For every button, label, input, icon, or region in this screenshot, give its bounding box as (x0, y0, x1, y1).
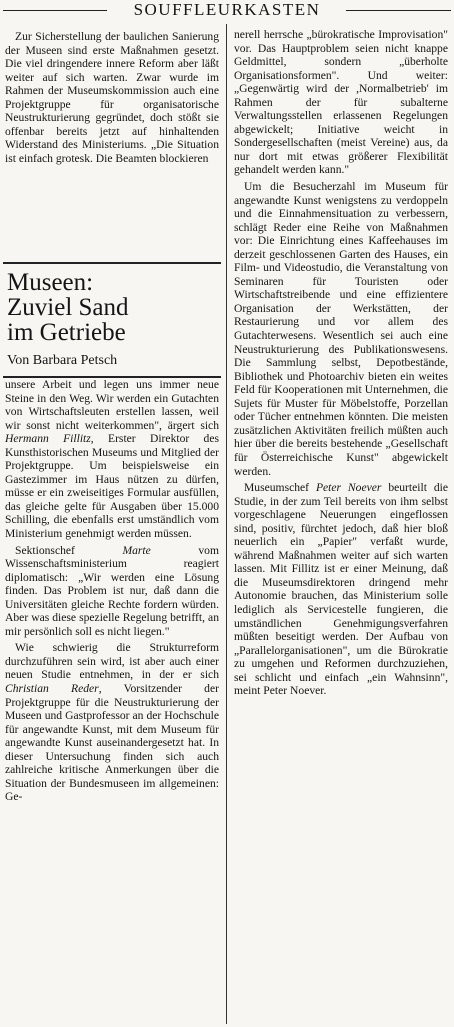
text-run: Museumschef (244, 481, 316, 495)
body-paragraph-1 (5, 378, 219, 541)
headline-box (3, 262, 221, 378)
masthead-rule-right (346, 10, 451, 11)
text-run: vom Wissenschaftsministerium reagiert diplomatisch: „Wir werden eine Lösung finden. Das Problem ist nur, daß dann die Universitäten gleiche Rechte fordern würden. Aber was diese spezielle Regelung betrifft, an mir persönlich soll es nicht liegen." (5, 543, 219, 638)
right-column (234, 28, 448, 698)
text-run: unsere Arbeit und legen uns immer neue Steine in den Weg. Wir werden ein Gutachten von Wirtschaftsleuten erstellen lassen, weil wir sonst nicht weiterkommen", ärgert sich (5, 378, 219, 432)
left-column-body (5, 378, 219, 804)
person-name: Peter Noever (315, 481, 382, 495)
body-paragraph-3 (5, 641, 219, 804)
column-divider (226, 24, 227, 1024)
intro-paragraph: Zur Sicherstellung der baulichen Sanierung der Museen sind erste Maßnahmen gesetzt. Die viel dringendere innere Reform aber läßt weiter auf sich warten. Zwar wurde im Rahmen der Museumskommission auch eine Projektgruppe für organisatorische Neustrukturierung gegründet, doch stößt sie offenbar bereits jetzt auf hinhaltenden Widerstand des Ministeriums. „Die Situation ist einfach grotesk. Die Beamten blockieren (5, 30, 219, 165)
right-paragraph-1: nerell herrsche „bürokratische Improvisation" vor. Das Hauptproblem seien nicht knappe Geldmittel, sondern „überholte Organisationsformen". Und weiter: „Gegenwärtig wird der ,Normalbetrieb' im Rahmen der für subalterne Verwaltungsstellen erlassenen Regelungen abgewickelt; Initiative weicht in Sondergesellschaften (meist Vereine) aus, da nur dort mit etwas größerer Flexibilität gehandelt werden kann." (234, 28, 448, 177)
headline-line-2: Zuviel Sand (7, 294, 129, 321)
headline-line-1: Museen: (7, 269, 94, 296)
person-name: Christian Reder (5, 682, 99, 696)
text-run: , Erster Direktor des Kunsthistorischen Museums und Mitglied der Projektgruppe. Um beispielsweise ein Gastezimmer im Haus nützen zu dürfen, müsse er ein zweiseitiges Formular ausfüllen, das gleiche gelte für Ausgaben über 15.000 Schilling, die ebenfalls erst umständlich vom Ministerium genehmigt werden müssen. (5, 432, 219, 541)
person-name: Hermann Fillitz (5, 432, 91, 446)
section-title: SOUFFLEURKASTEN (133, 0, 321, 19)
text-run: , Vorsitzender der Projektgruppe für die Neustrukturierung der Museen und Gastprofessor an der Hochschule für angewandte Kunst, mit dem Museum für angewandte Kunst auseinandergesetzt hat. In dieser Untersuchung finden sich auch zahlreiche kritische Anmerkungen über die Situation der Bundesmuseen im allgemeinen: Ge- (5, 682, 219, 804)
right-paragraph-3 (234, 481, 448, 698)
right-paragraph-2: Um die Besucherzahl im Museum für angewandte Kunst wenigstens zu verdoppeln und die Einnahmensituation zu verbessern, schlägt Reder eine Reihe von Maßnahmen vor: Die Einrichtung eines Kaffeehauses im derzeit geschlossenen Garten des Hauses, ein Film- und Videostudio, die Veranstaltung von Seminaren für Touristen oder Wirtschaftstreibende und eine effizientere Organisation der Werkstätten, der Restaurierung und vor allem des Gutachterwesens. Wesentlich sei auch eine Neustrukturierung des Publikationswesens. Die Sammlung selbst, Depotbestände, Bibliothek und Photoarchiv bieten ein weites Feld für Kooperationen mit Unternehmen, die Sujets für Muster für Möbelstoffe, Porzellan oder Tücher entnehmen könnten. Die meisten zusätzlichen Aktivitäten freilich müßten auch hier über die bereits bestehende „Gesellschaft für Österreichische Kunst" abgewickelt werden. (234, 180, 448, 478)
person-name: Marte (122, 543, 151, 557)
article-headline (7, 270, 221, 345)
text-run: beurteilt die Studie, in der zum Teil bereits von ihm selbst vorgeschlagene Neuerungen eingeflossen sind, positiv, fürchtet jedoch, daß hier bloß neuerlich ein „Papier" verfaßt wurde, während Maßnahmen weiter auf sich warten lassen. Mit Fillitz ist er einer Meinung, daß die Museumsdirektoren dringend mehr Autonomie brauchen, das Ministerium solle lediglich als Servicestelle fungieren, die umständlichen Genehmigungsverfahren müßten beseitigt werden. Der Aufbau von „Parallelorganisationen", um die Bürokratie zu umgehen und Reformen durchzuziehen, sei schlicht und einfach „ein Wahnsinn", meint Peter Noever. (234, 481, 448, 698)
byline: Von Barbara Petsch (7, 353, 118, 368)
text-run: Sektionschef (15, 543, 123, 557)
body-paragraph-2 (5, 544, 219, 639)
text-run: Wie schwierig die Strukturreform durchzuführen sein wird, ist aber auch einer neuen Studie entnehmen, in der er sich (5, 641, 219, 682)
headline-line-3: im Getriebe (7, 319, 126, 346)
left-column-intro (5, 30, 219, 165)
masthead (0, 0, 454, 22)
